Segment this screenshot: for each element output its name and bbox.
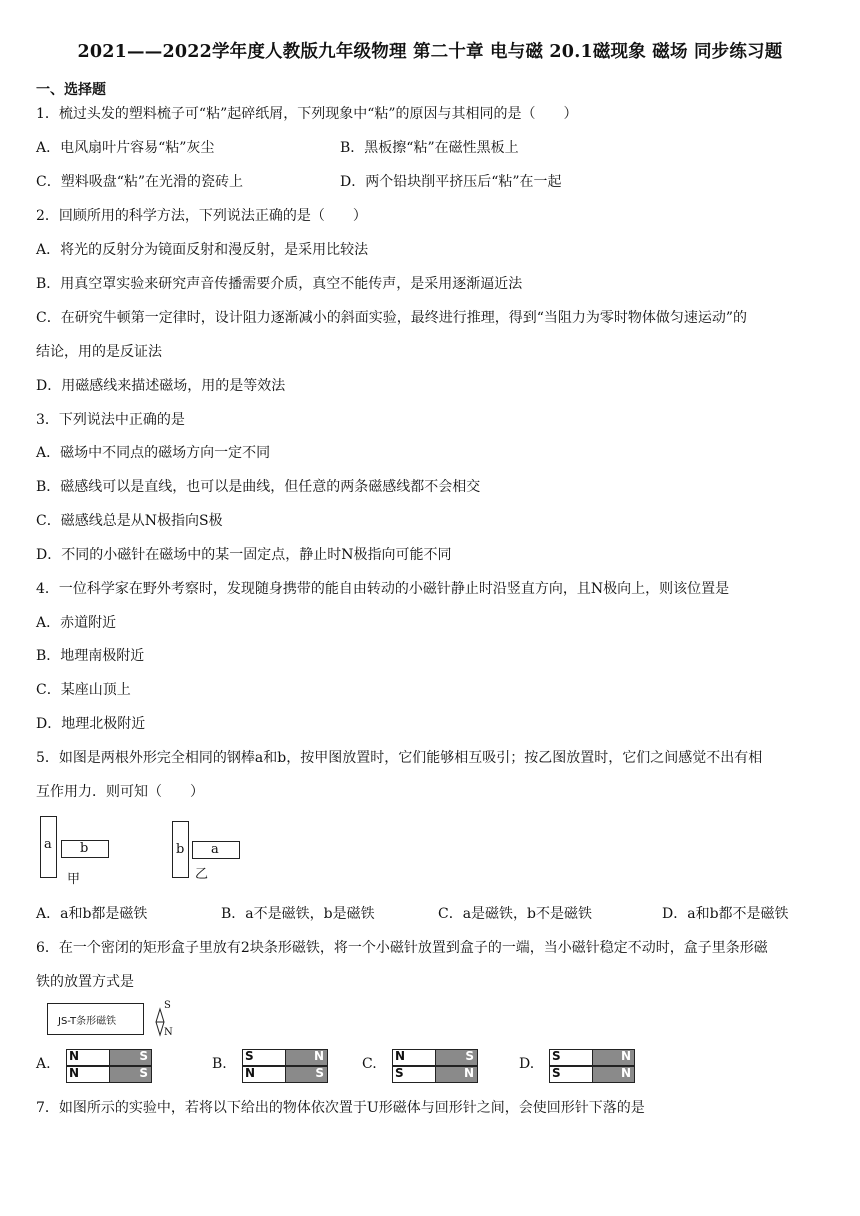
question-5-option-b: B．a不是磁铁，b是磁铁 (221, 906, 375, 922)
question-6-option-c (362, 1046, 492, 1086)
question-3-stem: 3．下列说法中正确的是 (36, 412, 185, 428)
question-4-option-b: B．地理南极附近 (36, 648, 145, 664)
question-5-option-d: D．a和b都不是磁铁 (662, 906, 789, 922)
question-3-option-a: A．磁场中不同点的磁场方向一定不同 (36, 445, 271, 461)
magnet-pole-n (243, 1067, 286, 1082)
sealed-box (47, 1003, 144, 1035)
steel-bar-b-horizontal (61, 840, 109, 858)
bar-magnet-bottom (549, 1066, 635, 1083)
option-letter: D. (519, 1056, 535, 1072)
needle-s-label: S (164, 1000, 171, 1011)
pole-label: S (395, 1066, 404, 1080)
magnet-pole-s (110, 1067, 152, 1082)
bar-a-label: a (211, 842, 219, 857)
question-5-option-a: A．a和b都是磁铁 (36, 906, 148, 922)
question-6-option-d (519, 1046, 649, 1086)
magnet-pole-s (393, 1067, 436, 1082)
magnet-pole-s (110, 1050, 152, 1065)
question-2-stem: 2．回顾所用的科学方法，下列说法正确的是（ ） (36, 208, 367, 224)
magnet-pole-n (67, 1050, 110, 1065)
question-1-option-c: C．塑料吸盘“粘”在光滑的瓷砖上 (36, 174, 244, 190)
steel-bar-a-horizontal (192, 841, 240, 859)
pole-label: S (465, 1049, 474, 1063)
question-1-option-d: D．两个铅块削平挤压后“粘”在一起 (340, 174, 562, 190)
question-4-stem: 4．一位科学家在野外考察时，发现随身携带的能自由转动的小磁针静止时沿竖直方向，且N极向上，则该位置是 (36, 581, 730, 597)
magnet-pole-n (593, 1050, 635, 1065)
figure-jia-caption: 甲 (67, 872, 81, 887)
pole-label: N (620, 1066, 631, 1080)
question-6-option-b (212, 1046, 342, 1086)
question-1-stem: 1．梳过头发的塑料梳子可“粘”起碎纸屑，下列现象中“粘”的原因与其相同的是（ ） (36, 106, 578, 122)
needle-n-label: N (164, 1027, 173, 1038)
bar-a-label: a (44, 837, 52, 852)
question-2-option-d: D．用磁感线来描述磁场，用的是等效法 (36, 378, 286, 394)
magnet-pole-n (67, 1067, 110, 1082)
section-heading: 一、选择题 (36, 82, 106, 98)
pole-label: S (315, 1066, 324, 1080)
pole-label: S (552, 1066, 561, 1080)
figure-yi (172, 821, 252, 881)
bar-magnet-top (549, 1049, 635, 1066)
bar-magnet-bottom (242, 1066, 328, 1083)
question-3-option-b: B．磁感线可以是直线，也可以是曲线，但任意的两条磁感线都不会相交 (36, 479, 481, 495)
bar-magnet-bottom (392, 1066, 478, 1083)
bar-magnet-bottom (66, 1066, 152, 1083)
question-7-stem: 7．如图所示的实验中，若将以下给出的物体依次置于U形磁体与回形针之间，会使回形针下落的是 (36, 1100, 645, 1116)
pole-label: N (395, 1049, 406, 1063)
question-5-stem-continued: 互作用力．则可知（ ） (36, 784, 204, 800)
question-2-option-c: C．在研究牛顿第一定律时，设计阻力逐渐减小的斜面实验，最终进行推理，得到“当阻力为零时物体做匀速运动”的 (36, 310, 748, 326)
bar-magnet-top (66, 1049, 152, 1066)
bar-magnet-top (242, 1049, 328, 1066)
question-6-stem: 6．在一个密闭的矩形盒子里放有2块条形磁铁，将一个小磁针放置到盒子的一端，当小磁针稳定不动时，盒子里条形磁 (36, 940, 768, 956)
magnet-pole-n (393, 1050, 436, 1065)
question-4-option-a: A．赤道附近 (36, 615, 117, 631)
magnet-pole-s (286, 1067, 328, 1082)
magnet-pole-n (286, 1050, 328, 1065)
question-4-option-d: D．地理北极附近 (36, 716, 146, 732)
pole-label: S (139, 1049, 148, 1063)
question-1-option-a: A．电风扇叶片容易“粘”灰尘 (36, 140, 215, 156)
pole-label: N (69, 1066, 80, 1080)
question-1-option-b: B．黑板擦“粘”在磁性黑板上 (340, 140, 519, 156)
magnet-pole-s (550, 1067, 593, 1082)
question-3-option-d: D．不同的小磁针在磁场中的某一固定点，静止时N极指向可能不同 (36, 547, 452, 563)
magnet-pole-n (593, 1067, 635, 1082)
pole-label: N (245, 1066, 256, 1080)
question-5-option-c: C．a是磁铁，b不是磁铁 (438, 906, 593, 922)
bar-b-label: b (80, 841, 89, 856)
box-label: JS-T条形磁铁 (58, 1016, 117, 1027)
pole-label: N (313, 1049, 324, 1063)
magnet-pole-s (550, 1050, 593, 1065)
question-4-option-c: C．某座山顶上 (36, 682, 131, 698)
pole-label: N (620, 1049, 631, 1063)
bar-b-label: b (176, 842, 185, 857)
question-5-stem: 5．如图是两根外形完全相同的钢棒a和b，按甲图放置时，它们能够相互吸引；按乙图放置时，它们之间感觉不出有相 (36, 750, 763, 766)
question-6-option-a (36, 1046, 166, 1086)
question-2-option-b: B．用真空罩实验来研究声音传播需要介质，真空不能传声，是采用逐渐逼近法 (36, 276, 523, 292)
option-letter: C. (362, 1056, 377, 1072)
figure-yi-caption: 乙 (195, 867, 209, 882)
bar-magnet-top (392, 1049, 478, 1066)
option-letter: A. (36, 1056, 51, 1072)
steel-bar-a-vertical (40, 816, 57, 878)
pole-label: N (69, 1049, 80, 1063)
question-2-option-c-continued: 结论，用的是反证法 (36, 344, 162, 360)
steel-bar-b-vertical (172, 821, 189, 878)
pole-label: S (245, 1049, 254, 1063)
question-3-option-c: C．磁感线总是从N极指向S极 (36, 513, 223, 529)
magnet-pole-s (436, 1050, 478, 1065)
figure-jia (40, 816, 120, 886)
sealed-box-figure (47, 1000, 177, 1043)
page-title: 2021——2022学年度人教版九年级物理 第二十章 电与磁 20.1磁现象 磁场 同步练习题 (77, 42, 783, 62)
magnet-pole-s (243, 1050, 286, 1065)
pole-label: N (463, 1066, 474, 1080)
question-2-option-a: A．将光的反射分为镜面反射和漫反射，是采用比较法 (36, 242, 369, 258)
question-6-stem-continued: 铁的放置方式是 (36, 974, 134, 990)
option-letter: B. (212, 1056, 227, 1072)
pole-label: S (139, 1066, 148, 1080)
magnet-pole-n (436, 1067, 478, 1082)
pole-label: S (552, 1049, 561, 1063)
